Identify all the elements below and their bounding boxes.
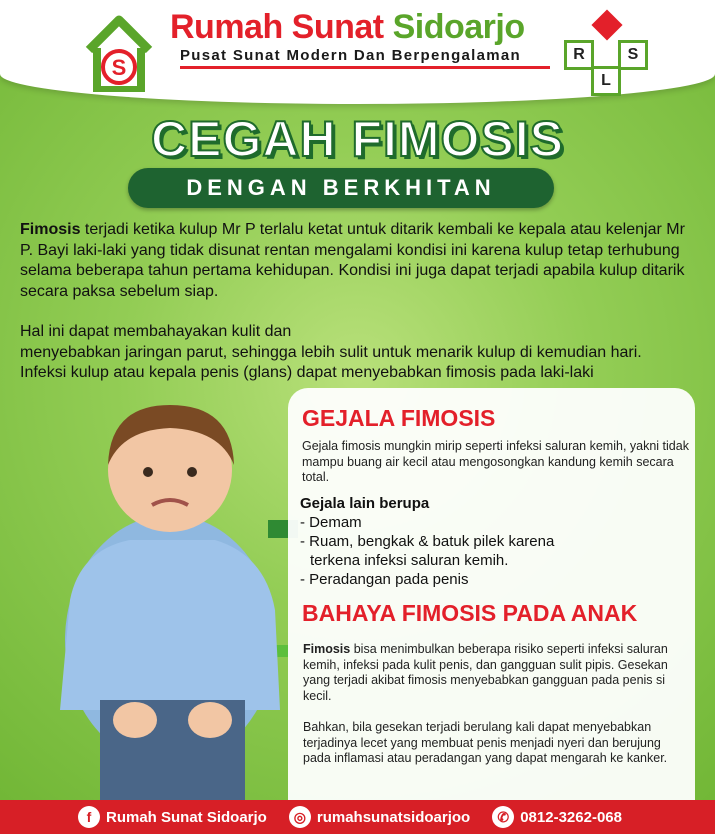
brand-title <box>170 8 525 47</box>
intro-text <box>20 220 700 404</box>
rsl-logo <box>562 12 648 92</box>
gejala-title: GEJALA FIMOSIS <box>302 405 496 431</box>
gejala-subtitle: Gejala lain berupa <box>300 495 430 512</box>
logo-letter-s: S <box>618 40 648 70</box>
list-item: terkena infeksi saluran kemih. <box>310 552 509 569</box>
headline: CEGAH FIMOSIS <box>150 111 565 167</box>
brand-subtitle: Pusat Sunat Modern Dan Berpengalaman <box>180 47 550 69</box>
boy-illustration <box>40 380 300 800</box>
footer-instagram[interactable] <box>289 806 470 828</box>
logo-letter-r: R <box>564 40 594 70</box>
intro-paragraph-1: Fimosis terjadi ketika kulup Mr P terlalu ketat untuk ditarik kembali ke kepala atau kelenjar Mr P. Bayi laki-laki yang tidak disunat rentan mengalami kondisi ini karena kulup tetap terhubung selama beberapa tahun pertama kehidupan. Kondisi ini juga dapat terjadi apabila kulup ditarik secara paksa sebelum siap. <box>20 221 685 300</box>
footer-facebook[interactable] <box>78 806 267 828</box>
bahaya-description <box>303 642 688 783</box>
house-logo-icon <box>84 12 154 92</box>
gejala-description: Gejala fimosis mungkin mirip seperti infeksi saluran kemih, yakni tidak mampu buang air kecil atau mengosongkan kandung kemih secara total. <box>302 439 689 484</box>
facebook-icon: f <box>78 806 100 828</box>
brand-title-green: Sidoarjo <box>392 8 525 46</box>
intro-paragraph-2: Hal ini dapat membahayakan kulit dan menyebabkan jaringan parut, sehingga lebih sulit untuk menarik kulup di kemudian hari. Infeksi kulup atau kepala penis (glans) dapat menyebabkan fimosis pada laki-laki <box>20 323 642 381</box>
instagram-icon: ◎ <box>289 806 311 828</box>
list-item: - Demam <box>300 514 362 531</box>
red-diamond-icon <box>591 9 622 40</box>
instagram-label: rumahsunatsidoarjoo <box>316 808 471 826</box>
footer-bar <box>0 800 715 834</box>
svg-text:S: S <box>111 55 127 80</box>
footer-whatsapp[interactable] <box>492 806 622 828</box>
logo-letter-l: L <box>591 66 621 96</box>
subheadline: DENGAN BERKHITAN <box>128 168 554 208</box>
brand-title-red: Rumah Sunat <box>170 8 384 46</box>
bahaya-paragraph-1: Fimosis bisa menimbulkan beberapa risiko seperti infeksi saluran kemih, infeksi pada kulit penis, dan gangguan sulit pipis. Gesekan yang terjadi akibat fimosis menyebabkan gangguan pada penis si kecil. <box>303 642 668 703</box>
bahaya-paragraph-2: Bahkan, bila gesekan terjadi berulang kali dapat menyebabkan terjadinya lecet yang membuat penis menjadi nyeri dan berujung pada inflamasi atau peradangan yang dapat mengarah ke kanker. <box>303 720 668 765</box>
header <box>0 0 715 104</box>
whatsapp-label: 0812-3262-068 <box>520 808 622 826</box>
bahaya-title: BAHAYA FIMOSIS PADA ANAK <box>302 600 638 626</box>
whatsapp-icon: ✆ <box>492 806 514 828</box>
facebook-label: Rumah Sunat Sidoarjo <box>106 808 267 826</box>
list-item: - Peradangan pada penis <box>300 571 469 588</box>
list-item: - Ruam, bengkak & batuk pilek karena <box>300 533 555 550</box>
gejala-list <box>300 513 690 589</box>
